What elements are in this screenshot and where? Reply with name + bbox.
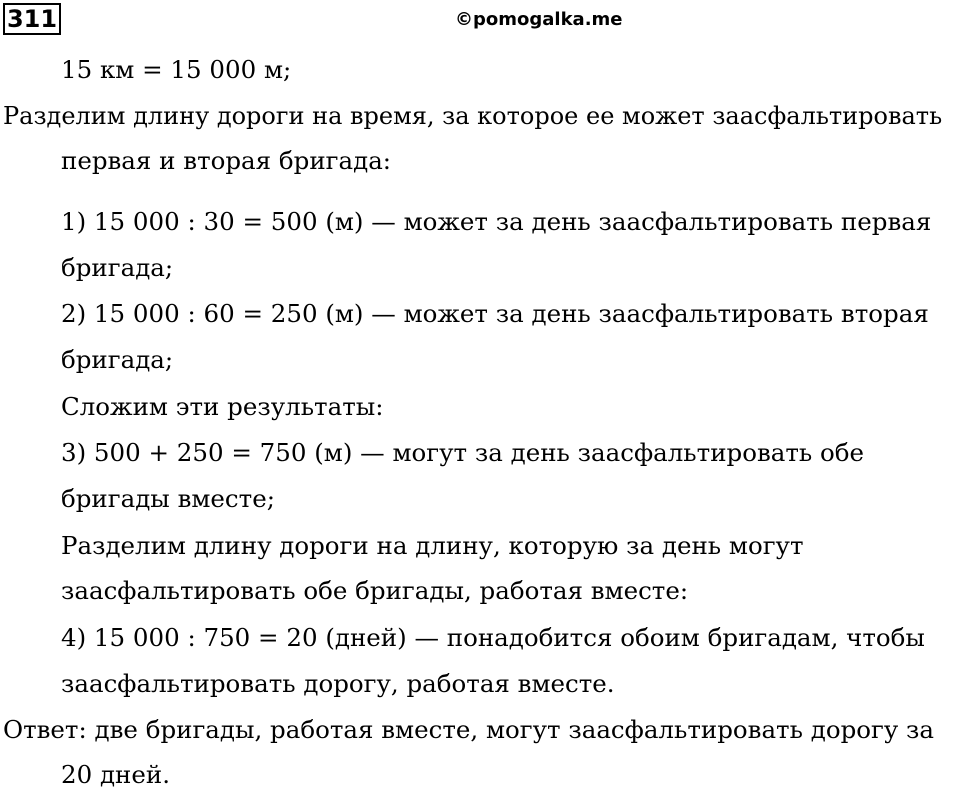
step-2-line-cont: бригада; [61, 345, 174, 374]
sum-intro-line: Сложим эти результаты: [61, 392, 384, 421]
answer-line-cont: 20 дней. [61, 760, 170, 789]
step-3-line: 3) 500 + 250 = 750 (м) — могут за день заасфальтировать обе [61, 438, 865, 467]
step-3-line-cont: бригады вместе; [61, 484, 275, 513]
divide-intro-line: Разделим длину дороги на длину, которую за день могут [61, 531, 804, 560]
conversion-line: 15 км = 15 000 м; [61, 55, 292, 84]
step-1-line: 1) 15 000 : 30 = 500 (м) — может за день заасфальтировать первая [61, 207, 932, 236]
answer-line: Ответ: две бригады, работая вместе, могут заасфальтировать дорогу за [3, 715, 935, 744]
intro-line: Разделим длину дороги на время, за которое ее может заасфальтировать [3, 102, 943, 130]
task-number-badge: 311 [3, 3, 61, 35]
intro-line-cont: первая и вторая бригада: [61, 146, 392, 175]
watermark: ©pomogalka.me [455, 9, 623, 30]
step-4-line: 4) 15 000 : 750 = 20 (дней) — понадобится обоим бригадам, чтобы [61, 623, 925, 652]
divide-intro-line-cont: заасфальтировать обе бригады, работая вместе: [61, 576, 689, 605]
step-4-line-cont: заасфальтировать дорогу, работая вместе. [61, 669, 615, 698]
step-1-line-cont: бригада; [61, 253, 174, 282]
step-2-line: 2) 15 000 : 60 = 250 (м) — может за день заасфальтировать вторая [61, 299, 929, 328]
